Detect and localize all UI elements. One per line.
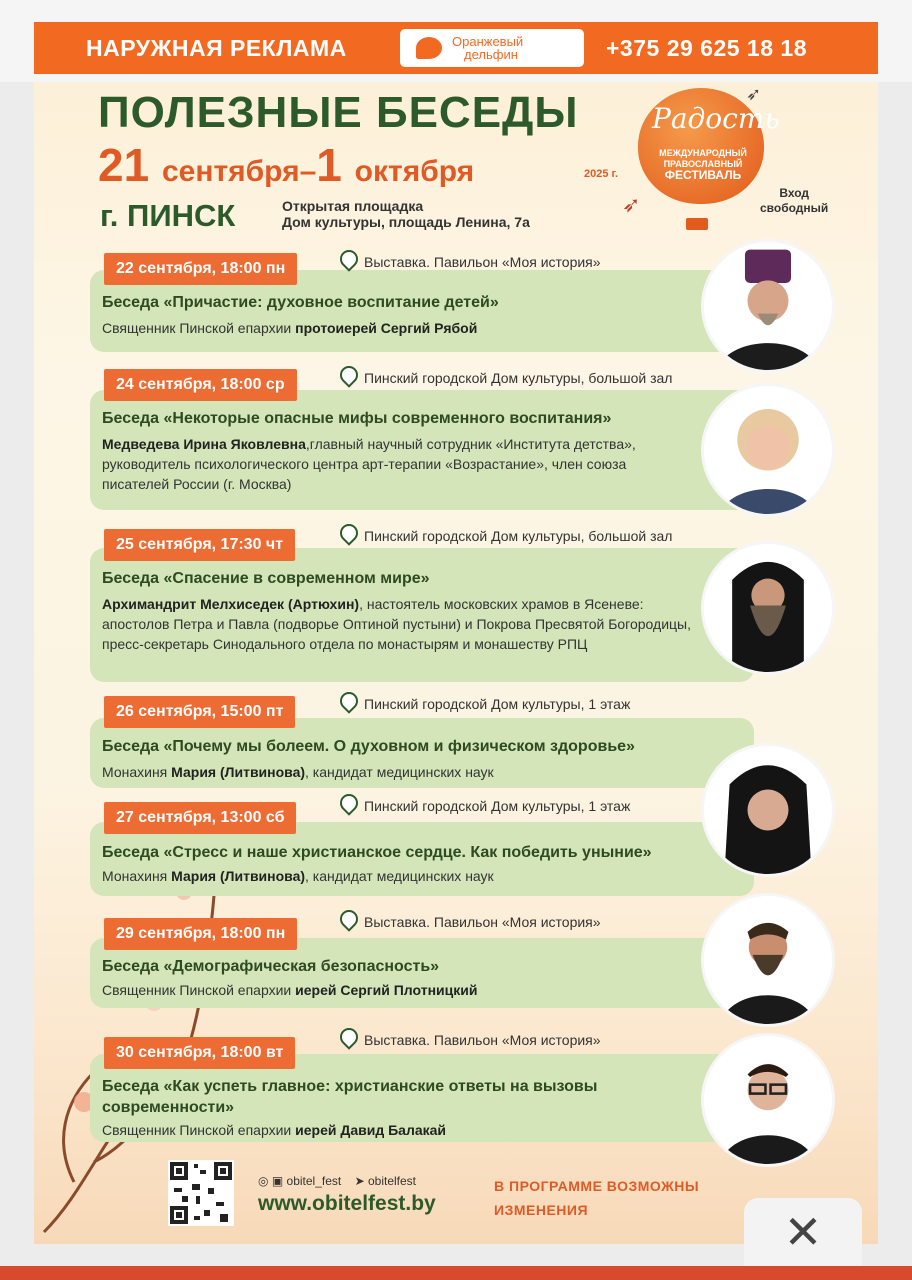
poster-year: 2025 г. — [584, 168, 619, 180]
event-speaker: Архимандрит Мелхиседек (Артюхин), настоятель московских храмов в Ясеневе: апостолов Петра и Павла (подворье Оптиной пустыни) и Покрова Пресвятой Богородицы, пресс-секретарь Синодального отдела по монастырям и монашеству РПЦ — [102, 596, 691, 652]
speaker-photo — [704, 896, 832, 1024]
ad-banner[interactable] — [34, 22, 878, 74]
festival-name: Радость — [652, 102, 780, 135]
ad-phone[interactable]: +375 29 625 18 18 — [606, 34, 807, 61]
ad-label: НАРУЖНАЯ РЕКЛАМА — [86, 34, 347, 61]
social-tg[interactable]: obitelfest — [367, 1174, 416, 1188]
event-date: 25 сентября, 17:30 чт — [104, 529, 295, 561]
qr-code[interactable] — [168, 1160, 234, 1226]
event-date: 24 сентября, 18:00 ср — [104, 369, 297, 401]
event-location: Выставка. Павильон «Моя история» — [364, 1032, 601, 1048]
logo-line1: Оранжевый — [452, 34, 524, 49]
event-title: Беседа «Некоторые опасные мифы современного воспитания» — [102, 410, 612, 427]
event-location: Пинский городской Дом культуры, большой зал — [364, 370, 673, 386]
instagram-icon: ◎ — [258, 1174, 269, 1188]
event-title: Беседа «Стресс и наше христианское сердце. Как победить уныние» — [102, 844, 652, 861]
event-poster — [34, 82, 878, 1244]
website-link[interactable]: www.obitelfest.by — [258, 1192, 436, 1215]
social-vk[interactable]: obitel_fest — [286, 1174, 342, 1188]
event-title: Беседа «Демографическая безопасность» — [102, 958, 440, 975]
location-pin-icon — [340, 910, 354, 928]
event-speaker: Священник Пинской епархии иерей Давид Балакай — [102, 1122, 447, 1138]
event-date: 22 сентября, 18:00 пн — [104, 253, 297, 285]
dolphin-icon — [416, 37, 442, 59]
close-button[interactable] — [744, 1198, 862, 1266]
event-title: Беседа «Причастие: духовное воспитание детей» — [102, 294, 499, 311]
poster-city: г. ПИНСК — [100, 198, 236, 233]
speaker-photo — [704, 746, 832, 874]
event-location: Пинский городской Дом культуры, 1 этаж — [364, 696, 631, 712]
speaker-photo — [704, 544, 832, 672]
balloon-basket-icon — [686, 218, 708, 230]
event-speaker: Монахиня Мария (Литвинова), кандидат медицинских наук — [102, 868, 494, 884]
event-speaker: Монахиня Мария (Литвинова), кандидат медицинских наук — [102, 764, 494, 780]
location-pin-icon — [340, 1028, 354, 1046]
speaker-photo — [704, 1036, 832, 1164]
bird-icon: ➶ — [622, 192, 641, 217]
event-title: Беседа «Почему мы болеем. О духовном и физическом здоровье» — [102, 738, 635, 755]
festival-subtitle: МЕЖДУНАРОДНЫЙ ПРАВОСЛАВНЫЙ ФЕСТИВАЛЬ — [659, 148, 747, 182]
poster-title: ПОЛЕЗНЫЕ БЕСЕДЫ — [98, 88, 579, 137]
event-speaker: Медведева Ирина Яковлевна,главный научный сотрудник «Института детства», руководитель психологического центра арт-терапии «Возрастание», член союза писателей России (г. Москва) — [102, 436, 636, 492]
logo-line2: дельфин — [464, 47, 518, 62]
location-pin-icon — [340, 524, 354, 542]
event-title: Беседа «Спасение в современном мире» — [102, 570, 430, 587]
event-date: 29 сентября, 18:00 пн — [104, 918, 297, 950]
event-location: Пинский городской Дом культуры, большой зал — [364, 528, 673, 544]
vk-icon: ▣ — [271, 1174, 284, 1188]
event-speaker: Священник Пинской епархии протоиерей Сергий Рябой — [102, 320, 478, 336]
free-entry: Вход свободный — [760, 186, 829, 215]
ad-logo — [400, 29, 584, 67]
social-links[interactable] — [258, 1174, 416, 1188]
location-pin-icon — [340, 250, 354, 268]
telegram-icon: ➤ — [354, 1174, 365, 1188]
bottom-bar — [0, 1266, 912, 1280]
event-title: Беседа «Как успеть главное: христианские ответы на вызовы современности» — [102, 1078, 598, 1116]
event-date: 30 сентября, 18:00 вт — [104, 1037, 295, 1069]
event-location: Выставка. Павильон «Моя история» — [364, 254, 601, 270]
balloon-icon — [638, 88, 780, 204]
location-pin-icon — [340, 366, 354, 384]
poster-dates: 21 сентября–1 октября — [98, 139, 475, 191]
event-speaker: Священник Пинской епархии иерей Сергий Плотницкий — [102, 982, 478, 998]
location-pin-icon — [340, 794, 354, 812]
event-date: 26 сентября, 15:00 пт — [104, 696, 295, 728]
location-pin-icon — [340, 692, 354, 710]
poster-venue: Открытая площадка Дом культуры, площадь Ленина, 7а — [282, 198, 530, 230]
event-location: Выставка. Павильон «Моя история» — [364, 914, 601, 930]
event-date: 27 сентября, 13:00 сб — [104, 802, 296, 834]
close-icon: ✕ — [783, 1206, 823, 1258]
festival-logo — [622, 82, 782, 232]
changes-notice: В ПРОГРАММЕ ВОЗМОЖНЫ ИЗМЕНЕНИЯ — [494, 1178, 700, 1218]
speaker-photo — [704, 242, 832, 370]
bird-icon: ➶ — [746, 84, 762, 104]
speaker-photo — [704, 386, 832, 514]
event-location: Пинский городской Дом культуры, 1 этаж — [364, 798, 631, 814]
